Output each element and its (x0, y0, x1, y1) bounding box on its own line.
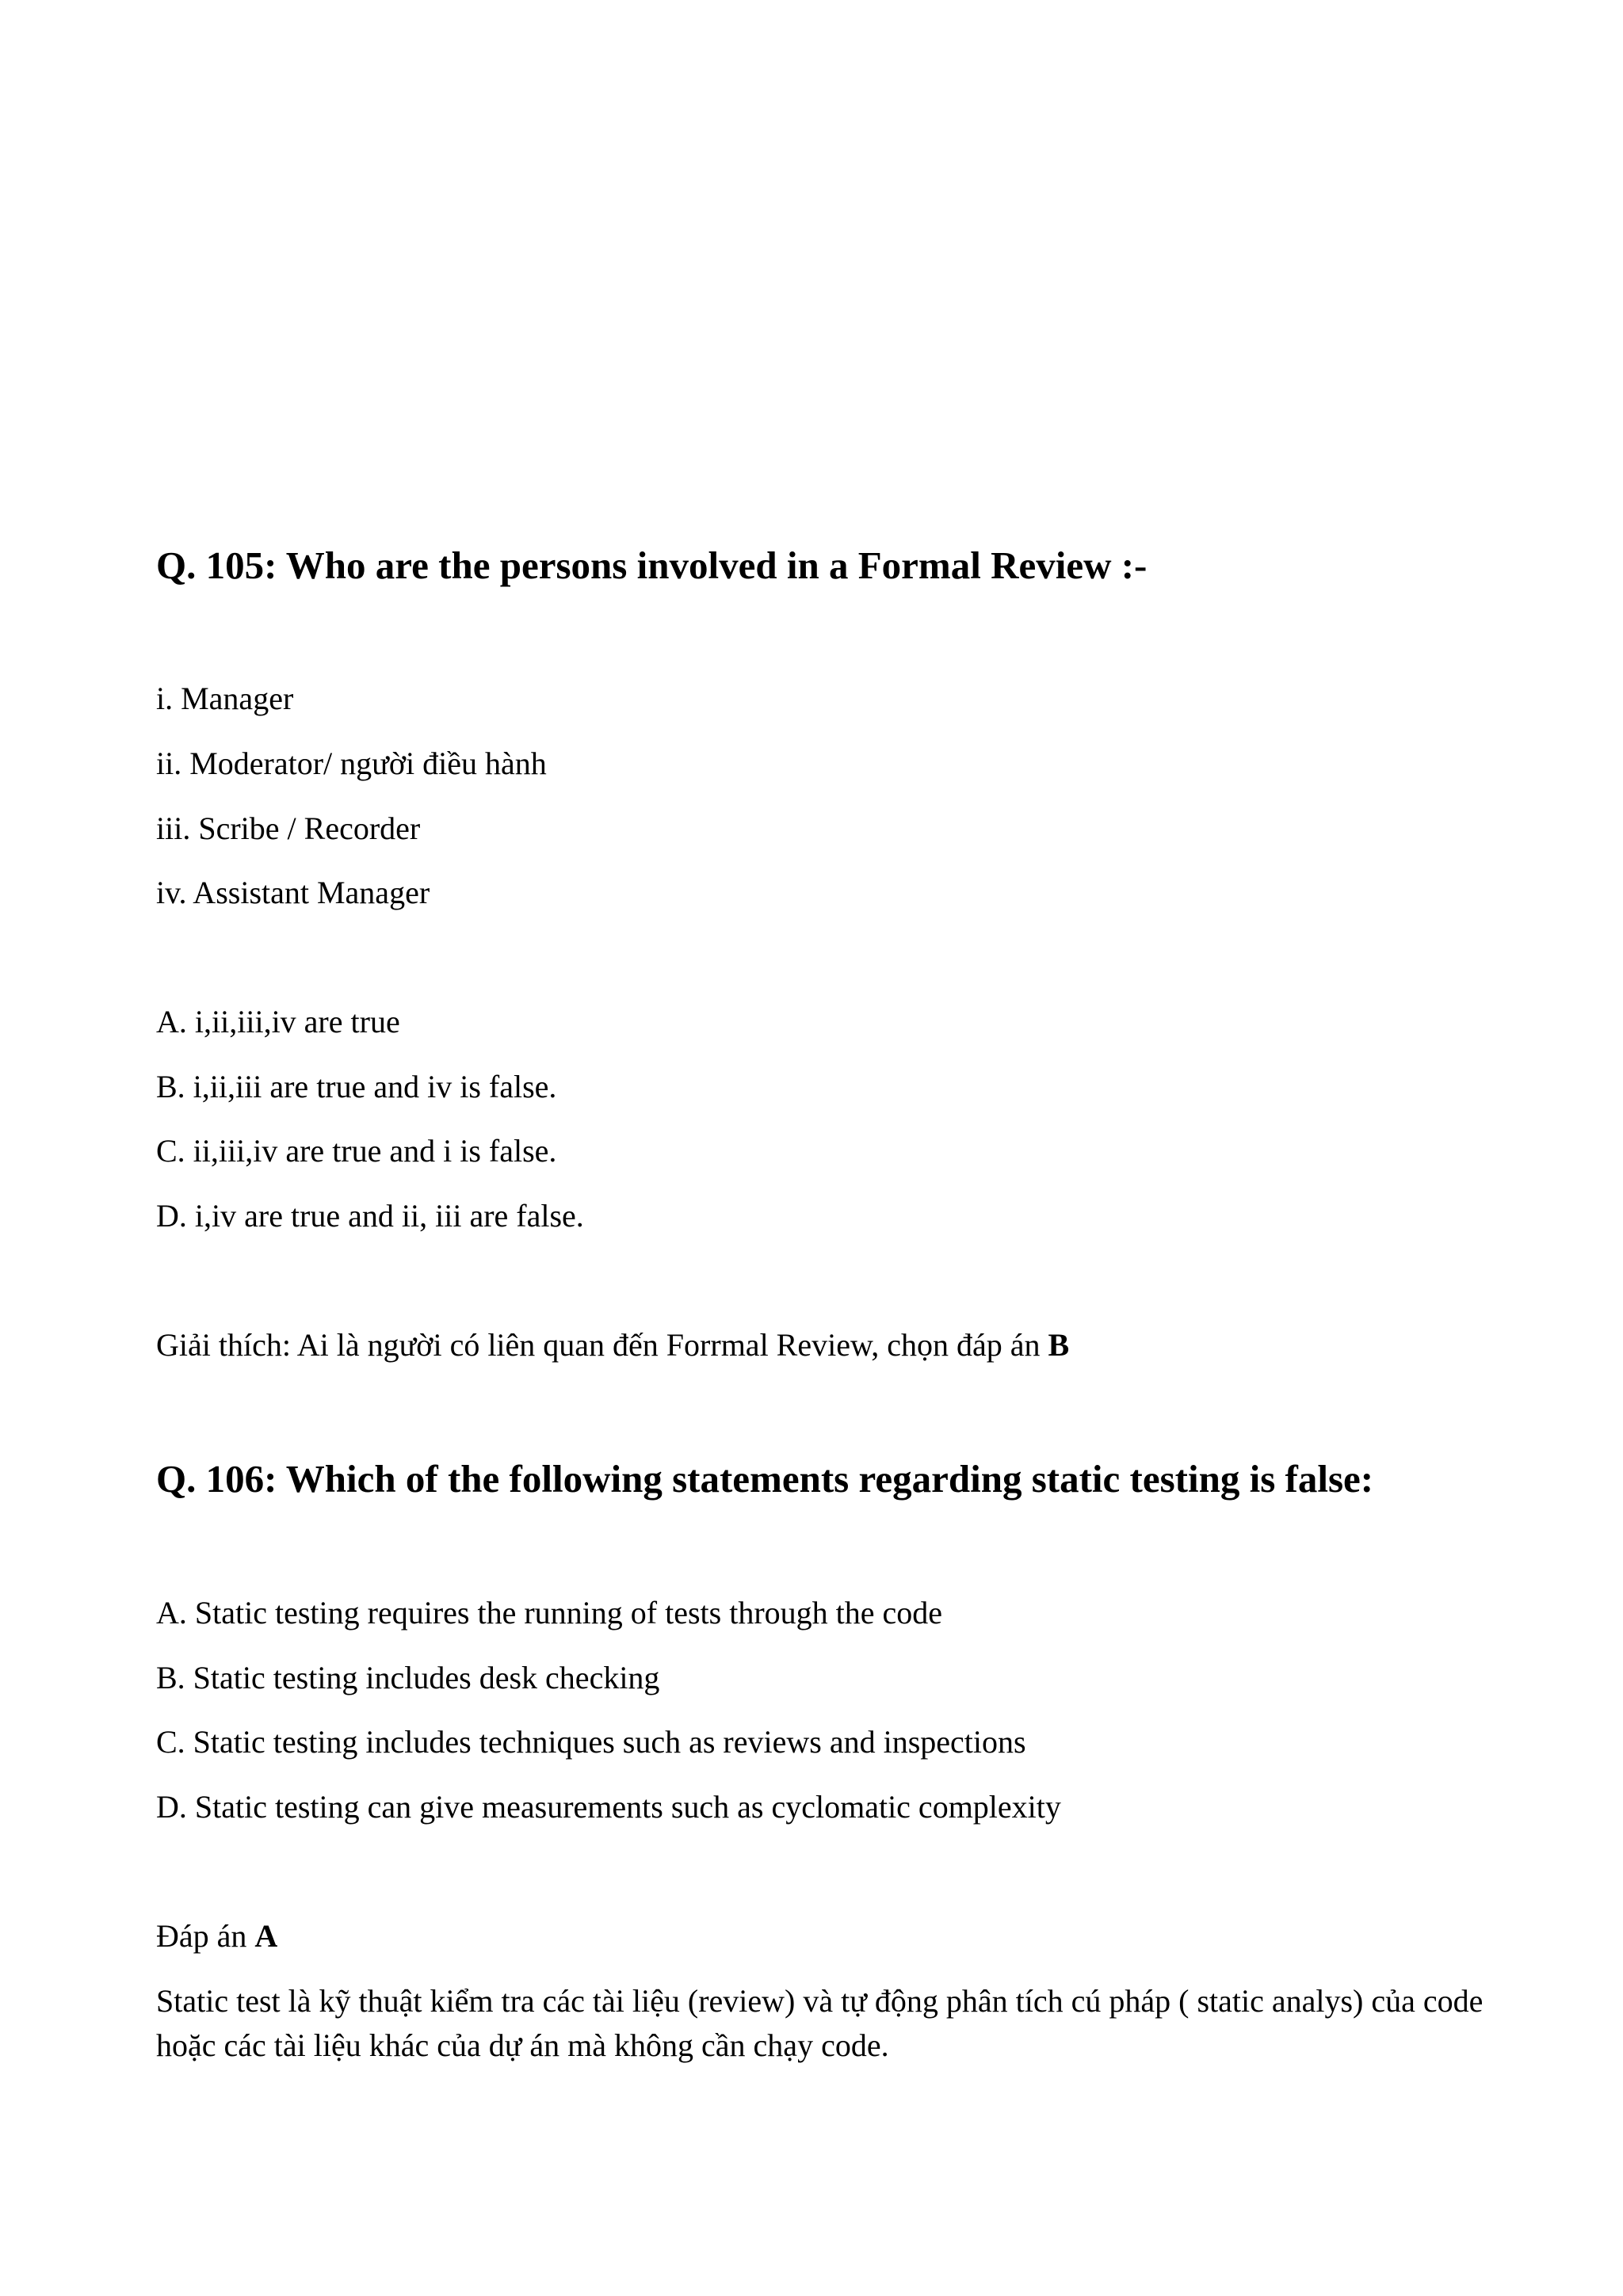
q106-option-b: B. Static testing includes desk checking (156, 1660, 660, 1695)
q105-option-c: C. ii,iii,iv are true and i is false. (156, 1133, 557, 1169)
question-105-title: Q. 105: Who are the persons involved in a Formal Review :- (156, 543, 1148, 587)
q105-explanation (156, 1323, 1069, 1367)
q105-explanation-text: Giải thích: Ai là người có liên quan đến Forrmal Review, chọn đáp án (156, 1327, 1048, 1363)
question-106-title: Q. 106: Which of the following statements regarding static testing is false: (156, 1457, 1374, 1501)
q106-answer-label: Đáp án (156, 1918, 255, 1954)
q105-explanation-answer: B (1048, 1327, 1070, 1363)
q105-item-2: ii. Moderator/ người điều hành (156, 746, 547, 781)
q106-option-d: D. Static testing can give measurements such as cyclomatic complexity (156, 1789, 1061, 1825)
q105-option-b: B. i,ii,iii are true and iv is false. (156, 1069, 557, 1104)
q106-option-c: C. Static testing includes techniques such as reviews and inspections (156, 1724, 1026, 1760)
q105-item-4: iv. Assistant Manager (156, 875, 430, 910)
q106-option-a: A. Static testing requires the running of tests through the code (156, 1595, 943, 1630)
q106-answer (156, 1914, 277, 1958)
q105-item-3: iii. Scribe / Recorder (156, 810, 421, 846)
q105-option-d: D. i,iv are true and ii, iii are false. (156, 1198, 584, 1234)
q105-item-1: i. Manager (156, 681, 294, 716)
q106-explanation: Static test là kỹ thuật kiểm tra các tài liệu (review) và tự động phân tích cú pháp ( static analys) của code hoặc các tài liệu khác của dự án mà không cần chạy code. (156, 1983, 1484, 2063)
q106-answer-value: A (254, 1918, 278, 1954)
q105-option-a: A. i,ii,iii,iv are true (156, 1004, 400, 1039)
